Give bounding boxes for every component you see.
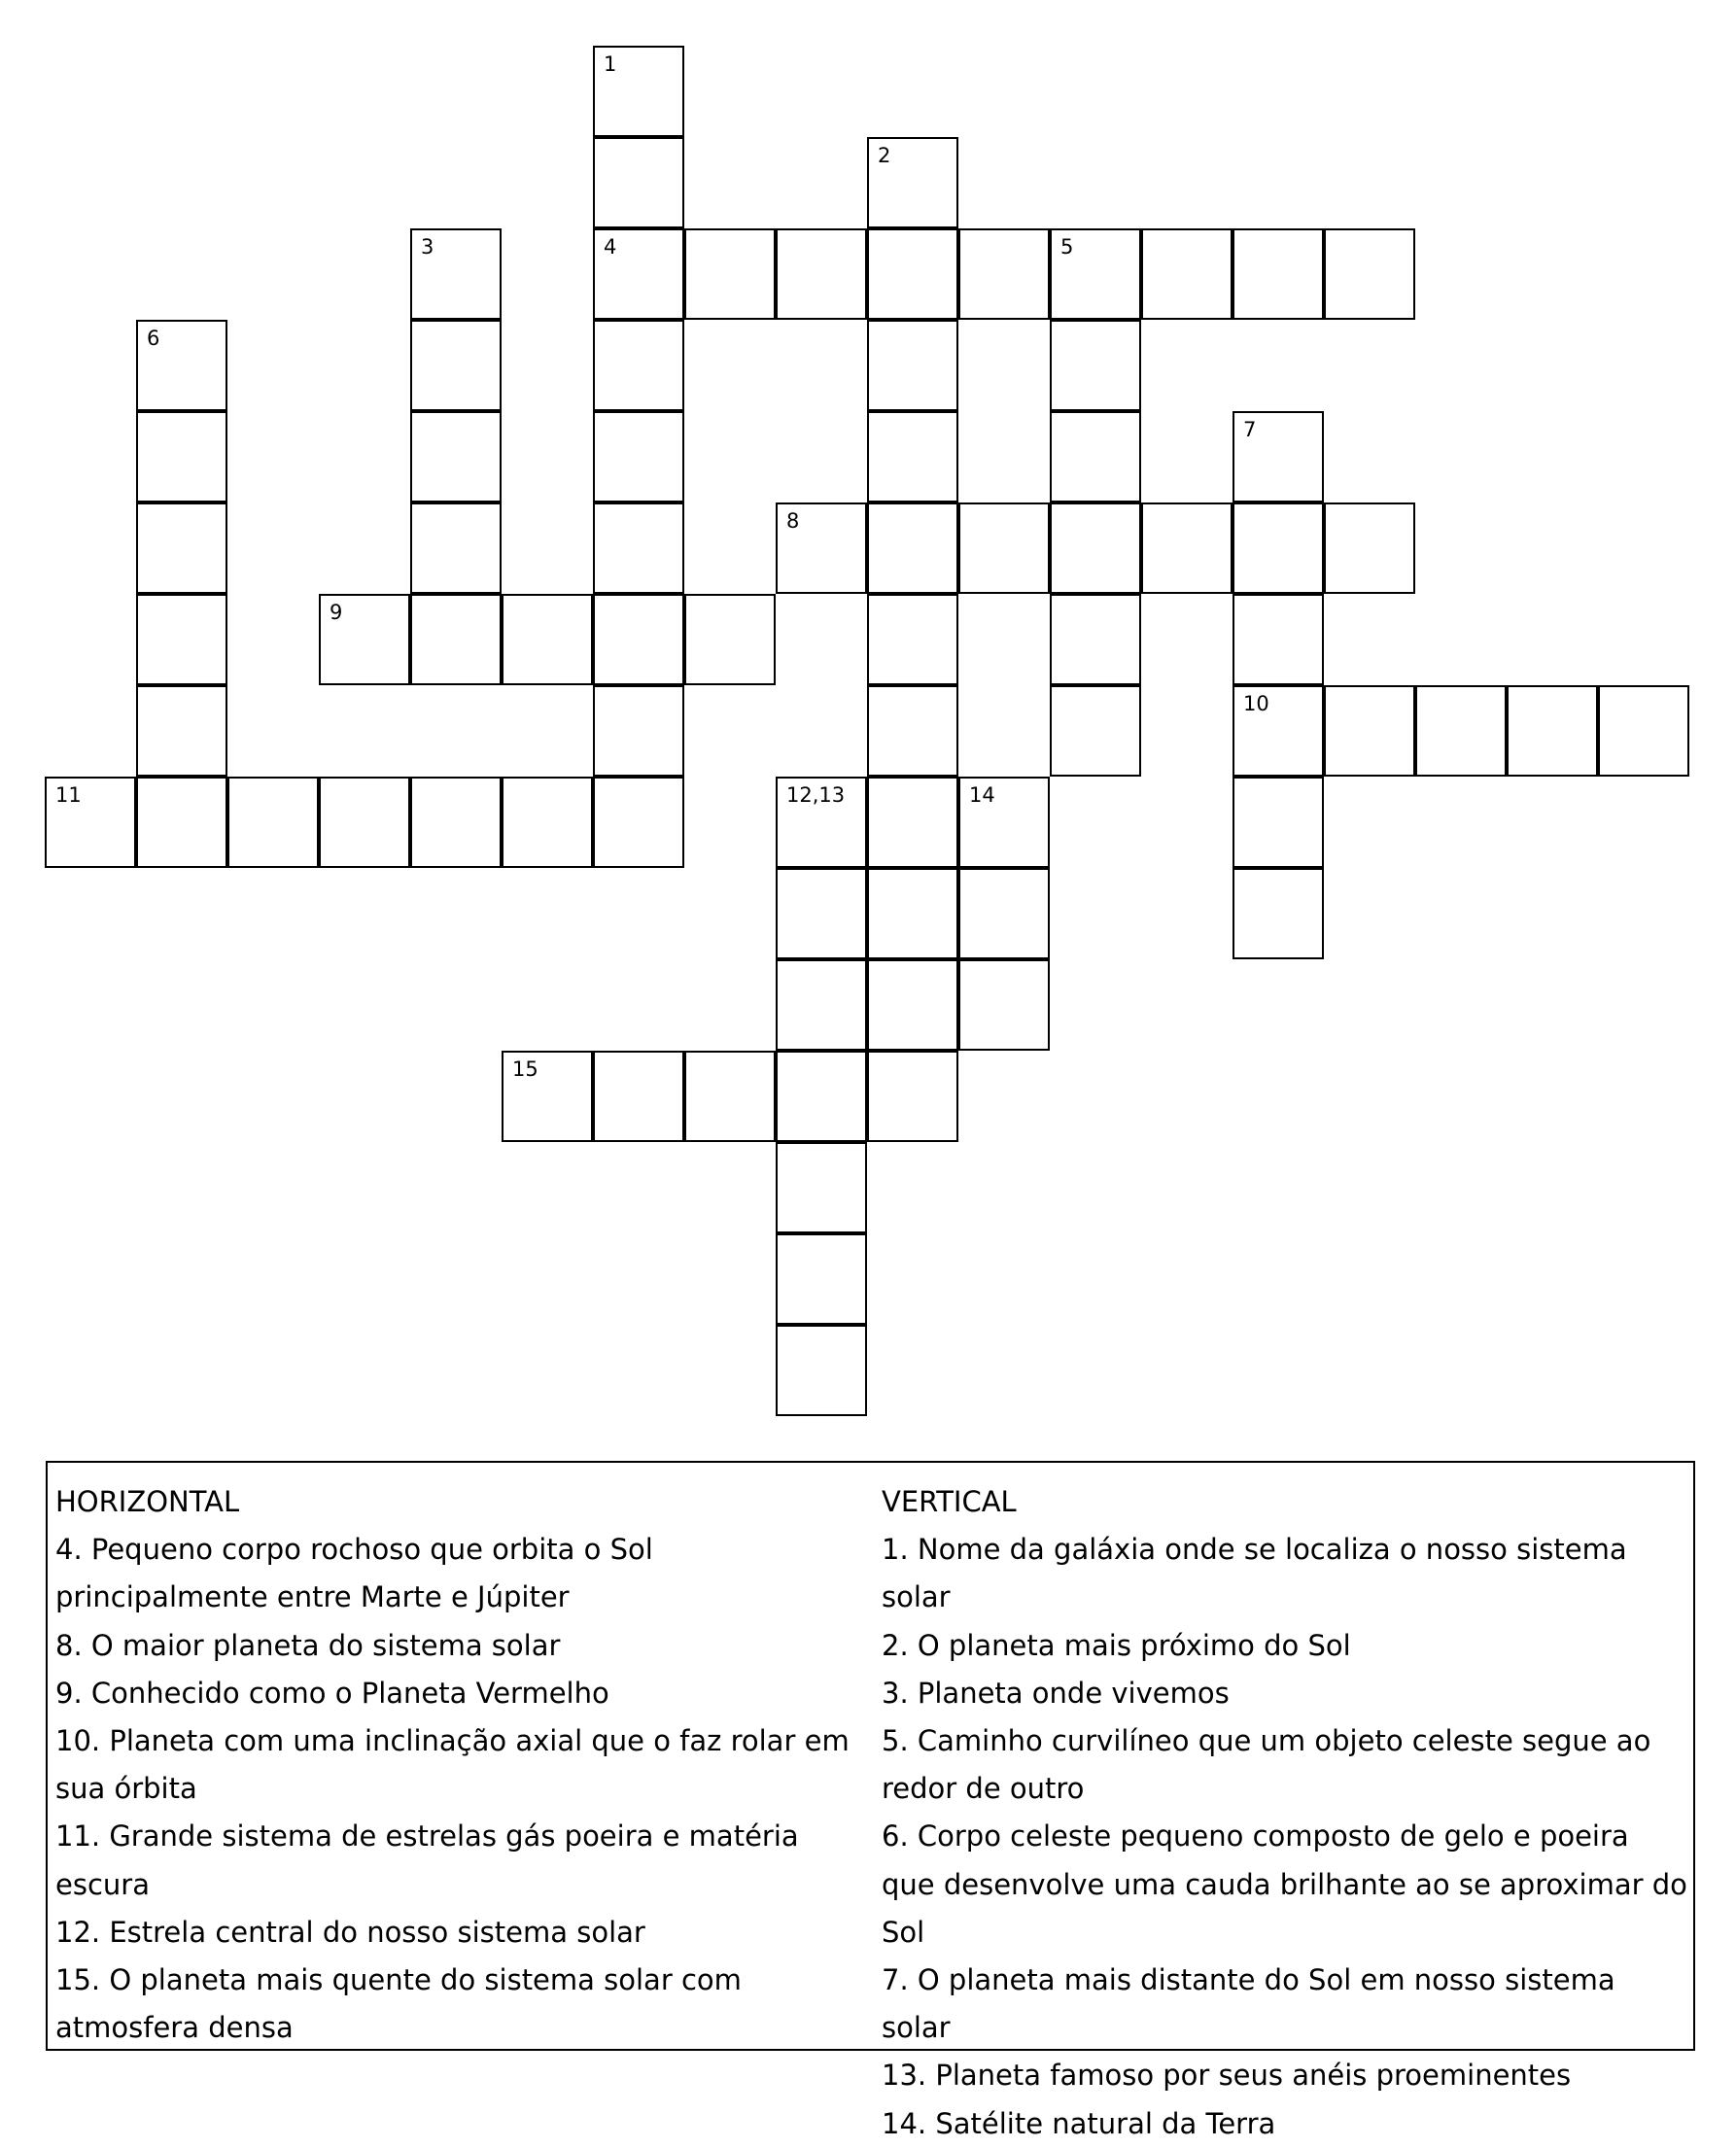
crossword-cell[interactable] [593,46,684,137]
clue-horizontal-8: 8. O maior planeta do sistema solar [55,1628,561,1662]
crossword-cell[interactable] [136,685,227,777]
crossword-cell[interactable] [410,594,502,685]
clue-number-3: 3 [421,235,434,259]
crossword-cell[interactable] [958,502,1050,594]
clue-vertical-3: 3. Planeta onde vivemos [882,1676,1230,1710]
crossword-cell[interactable] [136,594,227,685]
crossword-cell[interactable] [867,502,958,594]
clue-horizontal-15: 15. O planeta mais quente do sistema solar com atmosfera densa [55,1963,742,2045]
crossword-cell[interactable] [958,228,1050,320]
crossword-cell[interactable] [1050,685,1141,777]
clue-vertical-7: 7. O planeta mais distante do Sol em nosso sistema solar [882,1963,1615,2045]
crossword-cell[interactable] [776,1325,867,1416]
clue-number-8: 8 [786,509,800,533]
crossword-cell[interactable] [1050,320,1141,411]
crossword-cell[interactable] [410,320,502,411]
crossword-cell[interactable] [1050,594,1141,685]
crossword-cell[interactable] [867,1051,958,1142]
crossword-cell[interactable] [776,1233,867,1325]
crossword-cell[interactable] [776,777,867,868]
crossword-cell[interactable] [867,868,958,959]
horizontal-heading: HORIZONTAL [55,1485,240,1518]
crossword-cell[interactable] [1324,685,1415,777]
crossword-cell[interactable] [45,777,136,868]
crossword-cell[interactable] [958,959,1050,1051]
clue-number-6: 6 [147,327,160,350]
clue-number-14: 14 [969,783,995,807]
clue-horizontal-10: 10. Planeta com uma inclinação axial que o faz rolar em sua órbita [55,1724,850,1806]
crossword-cell[interactable] [776,959,867,1051]
crossword-cell[interactable] [593,502,684,594]
crossword-cell[interactable] [1507,685,1598,777]
crossword-cell[interactable] [776,228,867,320]
crossword-cell[interactable] [410,228,502,320]
crossword-cell[interactable] [136,411,227,502]
horizontal-clues-column [55,1478,862,2052]
crossword-cell[interactable] [1233,411,1324,502]
crossword-cell[interactable] [593,411,684,502]
crossword-cell[interactable] [867,228,958,320]
crossword-cell[interactable] [1233,594,1324,685]
crossword-cell[interactable] [1598,685,1689,777]
crossword-cell[interactable] [227,777,319,868]
crossword-cell[interactable] [1233,502,1324,594]
crossword-cell[interactable] [410,502,502,594]
clue-number-2: 2 [878,144,891,167]
crossword-cell[interactable] [593,228,684,320]
crossword-cell[interactable] [319,594,410,685]
clue-horizontal-9: 9. Conhecido como o Planeta Vermelho [55,1676,609,1710]
clue-vertical-2: 2. O planeta mais próximo do Sol [882,1628,1351,1662]
clue-vertical-5: 5. Caminho curvilíneo que um objeto celeste segue ao redor de outro [882,1724,1651,1806]
clue-horizontal-12: 12. Estrela central do nosso sistema solar [55,1915,645,1949]
crossword-cell[interactable] [684,594,776,685]
crossword-cell[interactable] [502,1051,593,1142]
crossword-cell[interactable] [776,502,867,594]
clue-horizontal-4: 4. Pequeno corpo rochoso que orbita o Sol principalmente entre Marte e Júpiter [55,1533,653,1614]
crossword-cell[interactable] [1324,502,1415,594]
crossword-cell[interactable] [1324,228,1415,320]
clue-number-5: 5 [1060,235,1074,259]
crossword-cell[interactable] [1233,868,1324,959]
crossword-cell[interactable] [867,685,958,777]
crossword-cell[interactable] [1141,502,1233,594]
crossword-cell[interactable] [1050,502,1141,594]
clue-vertical-13: 13. Planeta famoso por seus anéis proeminentes [882,2059,1572,2093]
crossword-cell[interactable] [410,411,502,502]
clue-number-12-13: 12,13 [786,783,846,807]
clue-box [46,1461,1695,2140]
crossword-cell[interactable] [1141,228,1233,320]
crossword-cell[interactable] [319,777,410,868]
crossword-cell[interactable] [593,594,684,685]
clue-number-15: 15 [512,1057,538,1081]
crossword-cell[interactable] [502,594,593,685]
clue-number-1: 1 [604,52,617,76]
crossword-cell[interactable] [1233,685,1324,777]
clue-number-9: 9 [330,601,343,624]
crossword-cell[interactable] [1050,411,1141,502]
crossword-cell[interactable] [867,959,958,1051]
crossword-cell[interactable] [410,777,502,868]
clue-number-11: 11 [55,783,82,807]
crossword-cell[interactable] [593,320,684,411]
crossword-cell[interactable] [1415,685,1507,777]
crossword-cell[interactable] [136,320,227,411]
clue-vertical-1: 1. Nome da galáxia onde se localiza o nosso sistema solar [882,1533,1627,1614]
crossword-cell[interactable] [958,777,1050,868]
crossword-cell[interactable] [593,777,684,868]
crossword-cell[interactable] [958,868,1050,959]
crossword-cell[interactable] [593,685,684,777]
crossword-cell[interactable] [867,777,958,868]
crossword-cell[interactable] [776,1051,867,1142]
crossword-cell[interactable] [684,228,776,320]
crossword-cell[interactable] [593,137,684,228]
vertical-clues-column [882,1478,1688,2148]
crossword-cell[interactable] [867,320,958,411]
clue-vertical-14: 14. Satélite natural da Terra [882,2106,1276,2140]
crossword-cell[interactable] [1233,777,1324,868]
crossword-cell[interactable] [1050,228,1141,320]
crossword-cell[interactable] [136,777,227,868]
crossword-cell[interactable] [776,1142,867,1233]
clue-number-10: 10 [1243,692,1269,715]
crossword-cell[interactable] [1233,228,1324,320]
crossword-cell[interactable] [867,594,958,685]
clue-horizontal-11: 11. Grande sistema de estrelas gás poeira e matéria escura [55,1819,799,1901]
vertical-heading: VERTICAL [882,1485,1017,1518]
clue-number-4: 4 [604,235,617,259]
crossword-cell[interactable] [593,1051,684,1142]
clue-vertical-6: 6. Corpo celeste pequeno composto de gelo e poeira que desenvolve uma cauda brilhante ao se aproximar do Sol [882,1819,1687,1949]
crossword-cell[interactable] [867,137,958,228]
crossword-cell[interactable] [136,502,227,594]
crossword-cell[interactable] [502,777,593,868]
crossword-cell[interactable] [776,868,867,959]
crossword-cell[interactable] [684,1051,776,1142]
clue-number-7: 7 [1243,418,1257,441]
crossword-cell[interactable] [867,411,958,502]
